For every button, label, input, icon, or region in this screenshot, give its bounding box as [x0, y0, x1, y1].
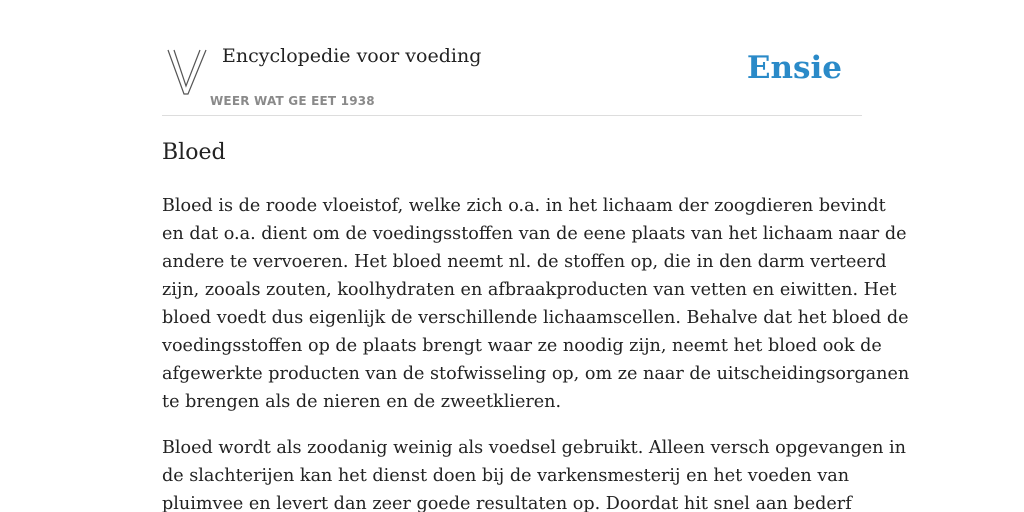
text-line: voedingsstoffen op de plaats brengt waar ze noodig zijn, neemt het bloed ook de [162, 336, 882, 356]
source-subtitle[interactable]: WEER WAT GE EET 1938 [210, 94, 375, 108]
page-title: Bloed [162, 140, 226, 165]
text-line: bloed voedt dus eigenlijk de verschillende lichaamscellen. Behalve dat het bloed de [162, 308, 909, 328]
text-line: andere te vervoeren. Het bloed neemt nl. de stoffen op, die in den darm verteerd [162, 252, 887, 272]
text-line: pluimvee en levert dan zeer goede resultaten op. Doordat hit snel aan bederf [162, 494, 852, 512]
text-line: zijn, zooals zouten, koolhydraten en afbraakproducten van vetten en eiwitten. Het [162, 280, 897, 300]
paragraph [162, 434, 907, 512]
text-line: Bloed wordt als zoodanig weinig als voedsel gebruikt. Alleen versch opgevangen in [162, 438, 907, 458]
paragraph [162, 192, 910, 416]
text-line: te brengen als de nieren en de zweetklieren. [162, 392, 562, 412]
text-line: de slachterijen kan het dienst doen bij de varkensmesterij en het voeden van [162, 466, 850, 486]
source-title[interactable]: Encyclopedie voor voeding [222, 45, 482, 67]
text-line: en dat o.a. dient om de voedingsstoffen van de eene plaats van het lichaam naar de [162, 224, 907, 244]
text-line: Bloed is de roode vloeistof, welke zich o.a. in het lichaam der zoogdieren bevindt [162, 196, 886, 216]
article-body [162, 192, 910, 512]
text-line: afgewerkte producten van de stofwisseling op, om ze naar de uitscheidingsorganen [162, 364, 910, 384]
brand-logo[interactable]: Ensie [746, 50, 842, 86]
v-logo-icon [166, 48, 208, 96]
header [162, 40, 862, 116]
